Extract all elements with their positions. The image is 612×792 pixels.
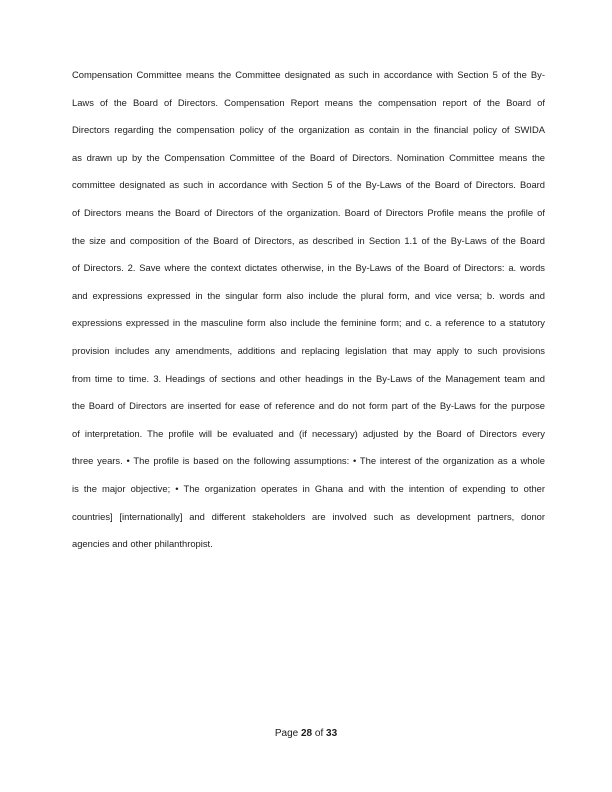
footer-page-label: Page — [274, 728, 299, 739]
body-text-line: committee designated as such in accordance with Section 5 of the By-Laws of the Board of Directors. Board — [72, 179, 545, 191]
body-text-block — [72, 61, 545, 558]
body-text-line: of Directors means the Board of Directors of the organization. Board of Directors Profile means the profile of — [72, 206, 545, 218]
body-text-line: the Board of Directors are inserted for ease of reference and do not form part of the By-Laws for the purpose — [72, 400, 545, 412]
body-text-line: countries] [internationally] and different stakeholders are involved such as development partners, donor — [72, 510, 545, 522]
body-text-line: and expressions expressed in the singular form also include the plural form, and vice versa; b. words and — [72, 289, 545, 301]
body-text-line: provision includes any amendments, additions and replacing legislation that may apply to such provisions — [72, 344, 545, 356]
page-footer — [0, 727, 612, 741]
body-text-line: the size and composition of the Board of Directors, as described in Section 1.1 of the By-Laws of the Board — [72, 234, 545, 246]
body-text-line: as drawn up by the Compensation Committee of the Board of Directors. Nomination Committee means the — [72, 151, 545, 163]
body-text-line: of Directors. 2. Save where the context dictates otherwise, in the By-Laws of the Board of Directors: a. words — [72, 262, 545, 274]
footer-of-label: of — [314, 728, 324, 739]
body-text-line: Directors regarding the compensation policy of the organization as contain in the financial policy of SWIDA — [72, 124, 545, 136]
body-text-line: Laws of the Board of Directors. Compensation Report means the compensation report of the Board of — [72, 96, 545, 108]
body-text-line: is the major objective; • The organization operates in Ghana and with the intention of expending to other — [72, 482, 545, 494]
body-text-line: Compensation Committee means the Committee designated as such in accordance with Section 5 of the By- — [72, 69, 545, 80]
footer-total-pages: 33 — [326, 728, 338, 739]
body-text-line: expressions expressed in the masculine form also include the feminine form; and c. a reference to a statutory — [72, 317, 545, 329]
body-text-line: three years. • The profile is based on the following assumptions: • The interest of the organization as a whole — [72, 455, 545, 467]
body-text-line: of interpretation. The profile will be evaluated and (if necessary) adjusted by the Board of Directors every — [72, 427, 545, 439]
body-text-line: from time to time. 3. Headings of sections and other headings in the By-Laws of the Management team and — [72, 372, 545, 384]
body-text-line: agencies and other philanthropist. — [72, 538, 213, 550]
footer-page-number: 28 — [300, 728, 313, 739]
